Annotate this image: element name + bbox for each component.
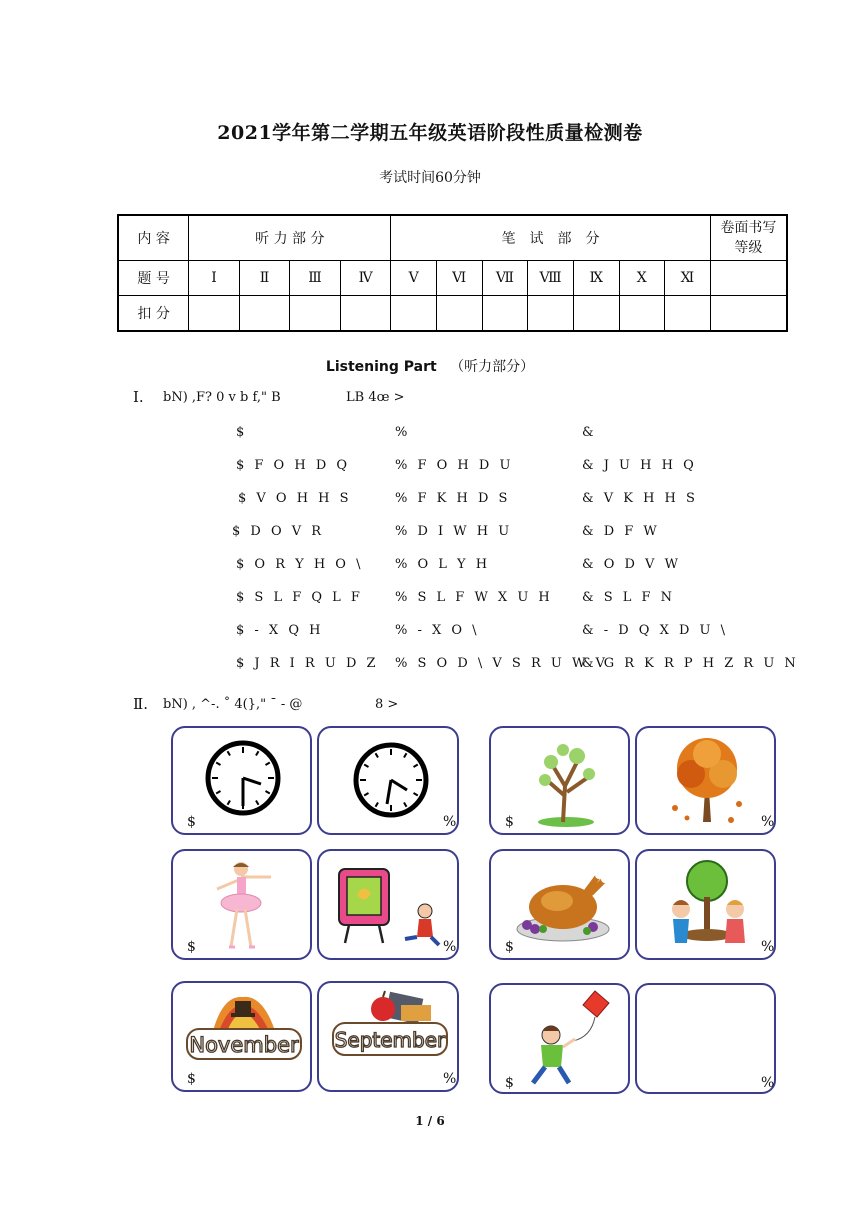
score-cell <box>239 296 290 332</box>
option-a: $ V O H H S <box>238 491 352 506</box>
picture-card[interactable] <box>489 849 630 960</box>
score-cell <box>665 296 711 332</box>
september-banner <box>329 991 451 1071</box>
content-label: 内 容 <box>118 215 189 261</box>
option-c: & G R K R P H Z R U N <box>582 656 799 671</box>
card-label: % <box>761 814 775 830</box>
numeral-7: Ⅶ <box>482 261 528 296</box>
score-cell <box>189 296 239 332</box>
option-b: % - X O \ <box>395 623 480 638</box>
picture-card[interactable] <box>171 849 312 960</box>
option-b: % O L Y H <box>395 557 491 572</box>
picture-card[interactable] <box>317 981 459 1092</box>
section-2-instruction: bN) , ^-. ˚ 4(}," ¯ - @ <box>163 697 303 712</box>
card-label: $ <box>505 939 514 955</box>
card-label: $ <box>505 1075 514 1091</box>
listening-part-label: 听 力 部 分 <box>189 215 391 261</box>
score-cell <box>340 296 391 332</box>
tree-icon <box>531 736 601 828</box>
deduction-label: 扣 分 <box>118 296 189 332</box>
picture-card[interactable] <box>317 849 459 960</box>
picture-card[interactable] <box>171 726 312 835</box>
option-c: & V K H H S <box>582 491 698 506</box>
page-number: 1 / 6 <box>415 1114 445 1128</box>
turkey-icon <box>513 863 613 949</box>
option-b: % <box>395 425 411 440</box>
card-label: % <box>761 939 775 955</box>
svg-text:November: November <box>189 1033 299 1057</box>
score-cell <box>391 296 437 332</box>
numeral-11: Ⅺ <box>665 261 711 296</box>
picture-card-blank[interactable] <box>635 983 776 1094</box>
card-label: $ <box>187 814 196 830</box>
section-1-numeral: Ⅰ. <box>133 388 144 406</box>
option-b: % S O D \ V S R U W V <box>395 656 608 671</box>
score-table <box>117 214 788 332</box>
option-c: & <box>582 425 597 440</box>
handwriting-label: 卷面书写 等级 <box>710 215 787 261</box>
option-a: $ D O V R <box>232 524 325 539</box>
clock-icon <box>351 740 431 820</box>
writing-part-label: 笔 试 部 分 <box>391 215 710 261</box>
score-cell <box>290 296 341 332</box>
option-c: & O D V W <box>582 557 681 572</box>
exam-time: 考试时间60分钟 <box>379 170 481 186</box>
card-label: % <box>761 1075 775 1091</box>
card-label: $ <box>187 1071 196 1087</box>
handwriting-cell <box>710 261 787 296</box>
score-cell <box>528 296 574 332</box>
numeral-4: Ⅳ <box>340 261 391 296</box>
picture-card[interactable] <box>635 726 776 835</box>
picture-card[interactable] <box>317 726 459 835</box>
section-1-instruction: bN) ,F? 0 v b f," B <box>163 390 281 405</box>
option-c: & - D Q X D U \ <box>582 623 728 638</box>
option-c: & S L F N <box>582 590 676 605</box>
option-b: % F O H D U <box>395 458 514 473</box>
section-2-instruction-b: 8 > <box>375 697 399 712</box>
card-label: % <box>443 1071 457 1087</box>
picture-card[interactable] <box>489 726 630 835</box>
score-cell <box>710 296 787 332</box>
kite-boy-icon <box>521 987 615 1091</box>
card-label: $ <box>187 939 196 955</box>
numeral-2: Ⅱ <box>239 261 290 296</box>
section-2-numeral: Ⅱ. <box>133 695 148 713</box>
picture-card[interactable] <box>489 983 630 1094</box>
picture-card[interactable] <box>635 849 776 960</box>
planting-tree-icon <box>653 857 763 953</box>
numeral-8: Ⅷ <box>528 261 574 296</box>
option-a: $ O R Y H O \ <box>236 557 364 572</box>
svg-text:September: September <box>334 1028 446 1052</box>
score-cell <box>619 296 665 332</box>
numeral-6: Ⅵ <box>436 261 482 296</box>
option-b: % D I W H U <box>395 524 513 539</box>
option-b: % F K H D S <box>395 491 511 506</box>
autumn-tree-icon <box>665 734 749 826</box>
tv-child-icon <box>335 861 447 951</box>
listening-part-heading: Listening Part （听力部分） <box>325 359 535 375</box>
card-label: % <box>443 939 457 955</box>
numeral-9: Ⅸ <box>573 261 619 296</box>
score-cell <box>436 296 482 332</box>
question-number-label: 题 号 <box>118 261 189 296</box>
option-a: $ S L F Q L F <box>236 590 363 605</box>
page-title: 2021学年第二学期五年级英语阶段性质量检测卷 <box>217 122 643 144</box>
option-a: $ - X Q H <box>236 623 324 638</box>
score-cell <box>482 296 528 332</box>
option-a: $ F O H D Q <box>236 458 351 473</box>
clock-icon <box>203 738 283 818</box>
option-a: $ J R I R U D Z <box>236 656 379 671</box>
card-label: % <box>443 814 457 830</box>
option-c: & J U H H Q <box>582 458 697 473</box>
score-cell <box>573 296 619 332</box>
ballerina-icon <box>211 859 277 955</box>
numeral-1: Ⅰ <box>189 261 239 296</box>
numeral-5: Ⅴ <box>391 261 437 296</box>
section-1-instruction-b: LB 4œ > <box>346 390 405 405</box>
numeral-10: Ⅹ <box>619 261 665 296</box>
option-a: $ <box>236 425 248 440</box>
option-c: & D F W <box>582 524 660 539</box>
picture-card[interactable] <box>171 981 312 1092</box>
option-b: % S L F W X U H <box>395 590 553 605</box>
november-banner <box>183 991 305 1071</box>
card-label: $ <box>505 814 514 830</box>
numeral-3: Ⅲ <box>290 261 341 296</box>
